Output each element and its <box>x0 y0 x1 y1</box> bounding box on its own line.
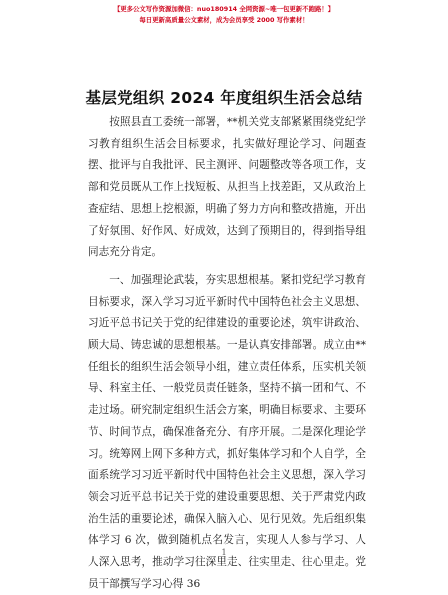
banner-line-2: 每日更新高质量公文素材，成为会员享受 2000 写作素材！ <box>139 16 309 24</box>
paragraph-intro: 按照县直工委统一部署，**机关党支部紧紧围绕党纪学习教育组织生活会目标要求，扎实做好理论学习、问题查摆、批评与自我批评、民主测评、问题整改等各项工作，支部和党员既从工作上找短板、从担当上找差距，又从政治上查症结、思想上挖根源，明确了努力方向和整改措施，开出了好氛围、好作风、好成效，达到了预期目的，得到指导组同志充分肯定。 <box>88 116 366 259</box>
watermark-banner <box>0 4 448 26</box>
document-body <box>88 112 366 595</box>
banner-line-1: 【更多公文写作资源加微信：nuo180914 全网资源~唯一包更新不跑路！】 <box>113 5 335 13</box>
page-number: 1 <box>221 548 227 557</box>
paragraph-section-1: 一、加强理论武装，夯实思想根基。紧扣党纪学习教育目标要求，深入学习习近平新时代中国特色社会主义思想、习近平总书记关于党的纪律建设的重要论述，筑牢讲政治、顾大局、铸忠诚的思想根基。一是认真安排部署。成立由**任组长的组织生活会领导小组，建立责任体系，压实机关领导、科室主任、一般党员责任链条，坚持不搞一团和气、不走过场。研究制定组织生活会方案，明确目标要求、主要环节、时间节点，确保准备充分、有序开展。二是深化理论学习。统筹网上网下多种方式，抓好集体学习和个人自学，全面系统学习习近平新时代中国特色社会主义思想，深入学习领会习近平总书记关于党的建设重要思想、关于严肃党内政治生活的重要论述，确保入脑入心、见行见效。先后组织集体学习 6 次，做到随机点名发言，实现人人参与学习、人人深入思考，推动学习往深里走、往实里走、往心里走。党员干部撰写学习心得 36 <box>88 273 366 590</box>
document-title: 基层党组织 2024 年度组织生活会总结 <box>85 89 363 107</box>
